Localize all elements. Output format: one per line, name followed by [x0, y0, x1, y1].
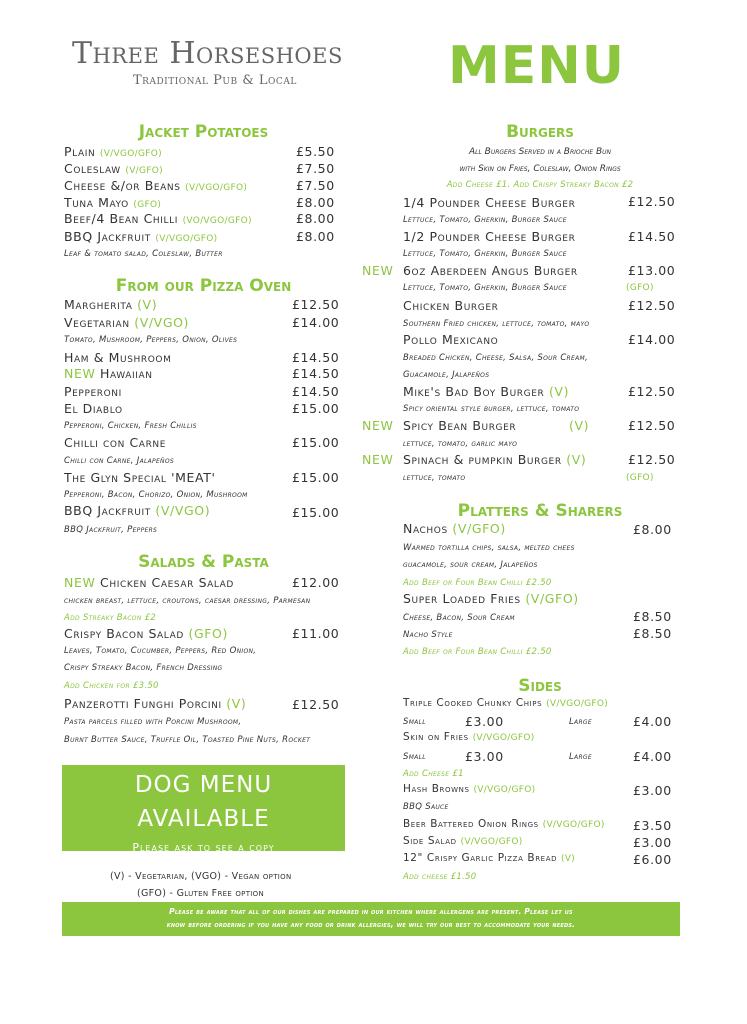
menu-item-name: BBQ Jackfruit (V/VGO): [64, 503, 211, 518]
menu-item-desc: Southern Fried chicken, lettuce, tomato, mayo: [403, 319, 590, 329]
burgers-intro1: All Burgers Served in a Brioche Bun: [468, 147, 612, 157]
menu-item-price: £15.00: [292, 435, 340, 450]
new-badge: NEW: [64, 575, 96, 590]
menu-item-price: £15.00: [292, 401, 340, 416]
allergen-notice: [62, 902, 680, 936]
menu-item-desc: Leaves, Tomato, Cucumber, Peppers, Red Onion,: [64, 646, 257, 656]
menu-item-desc: chicken breast, lettuce, croutons, caesar dressing, Parmesan: [64, 596, 311, 606]
menu-item-option: Nacho Style: [403, 630, 453, 640]
menu-item-desc: Pepperoni, Chicken, Fresh Chillis: [64, 421, 197, 431]
menu-item-price: £14.50: [292, 384, 340, 399]
menu-item-price: £12.50: [628, 384, 676, 399]
menu-item-price: £12.50: [628, 298, 676, 313]
menu-item-name: Ham & Mushroom: [64, 350, 172, 365]
menu-item-name: Triple Cooked Chunky Chips (V/VGO/GFO): [403, 697, 609, 709]
menu-item-name: Spicy Bean Burger: [403, 418, 517, 433]
burgers-intro2: with Skin on Fries, Coleslaw, Onion Rings: [459, 164, 621, 174]
menu-item-price: £15.00: [292, 505, 340, 520]
menu-item-name: Margherita (V): [64, 297, 158, 312]
brand-tagline: Traditional Pub & Local: [133, 73, 297, 88]
size-large-price: £4.00: [633, 714, 672, 729]
menu-item-desc: guacamole, sour cream, Jalapeños: [403, 560, 538, 570]
menu-item-price: £8.00: [296, 195, 335, 210]
burgers-intro-note: Add Cheese £1. Add Crispy Streaky Bacon £2: [446, 180, 634, 190]
menu-item-name: Beer Battered Onion Rings (V/VGO/GFO): [403, 818, 605, 830]
menu-item-price: £12.50: [628, 194, 676, 209]
size-large-label: Large: [569, 717, 592, 727]
menu-item-desc: BBQ Jackfruit, Peppers: [64, 525, 158, 535]
new-badge: NEW: [64, 366, 96, 381]
size-small-price: £3.00: [465, 714, 504, 729]
menu-item-desc: BBQ Sauce: [403, 802, 449, 812]
menu-item-price: £14.50: [292, 366, 340, 381]
menu-item-name: The Glyn Special 'MEAT': [64, 470, 216, 485]
menu-item-name: Side Salad (V/VGO/GFO): [403, 835, 523, 847]
menu-item-note: Add cheese £1.50: [403, 872, 477, 882]
menu-item-name: 1/4 Pounder Cheese Burger: [403, 195, 576, 210]
menu-item-price: £8.00: [296, 229, 335, 244]
menu-item-price: £12.00: [292, 575, 340, 590]
menu-item-desc: Burnt Butter Sauce, Truffle Oil, Toasted Pine Nuts, Rocket: [64, 735, 311, 745]
menu-item-desc: Lettuce, Tomato, Gherkin, Burger Sauce: [403, 215, 567, 225]
menu-item-price: £15.00: [292, 470, 340, 485]
menu-item-note: Add Cheese £1: [403, 769, 464, 779]
new-badge: NEW: [362, 263, 394, 278]
menu-item-price: £12.50: [628, 452, 676, 467]
menu-item-price: £3.50: [633, 818, 672, 833]
menu-item-option: Cheese, Bacon, Sour Cream: [403, 613, 515, 623]
menu-item-tag: (GFO): [626, 283, 654, 293]
size-small-price: £3.00: [465, 749, 504, 764]
menu-item-name: NEW Chicken Caesar Salad: [64, 575, 234, 590]
menu-item-price: £14.00: [628, 332, 676, 347]
brand-title: Three Horseshoes: [72, 36, 343, 71]
menu-item-desc: Pasta parcels filled with Porcini Mushroom,: [64, 717, 242, 727]
menu-item-note: Add Beef or Four Bean Chilli £2.50: [403, 647, 552, 657]
menu-item-name: Spinach & pumpkin Burger (V): [403, 452, 587, 467]
menu-item-name: El Diablo: [64, 401, 123, 416]
menu-item-name: Skin on Fries (V/VGO/GFO): [403, 731, 535, 743]
menu-item-desc: Lettuce, Tomato, Gherkin, Burger Sauce: [403, 249, 567, 259]
menu-item-name: Pepperoni: [64, 384, 122, 399]
size-large-price: £4.00: [633, 749, 672, 764]
menu-item-desc: Crispy Streaky Bacon, French Dressing: [64, 663, 223, 673]
menu-item-tag: (GFO): [626, 473, 654, 483]
legend-line2: (GFO) - Gluten Free option: [137, 888, 264, 899]
menu-item-price: £13.00: [628, 263, 676, 278]
menu-item-desc: Pepperoni, Bacon, Chorizo, Onion, Mushroom: [64, 490, 248, 500]
menu-item-name: 12" Crispy Garlic Pizza Bread (V): [403, 852, 576, 864]
dog-menu-line3: Please ask to see a copy: [132, 841, 275, 854]
size-large-label: Large: [569, 752, 592, 762]
menu-item-price: £5.50: [296, 144, 335, 159]
menu-item-note: Add Streaky Bacon £2: [64, 613, 157, 623]
section-title-burgers: Burgers: [506, 122, 574, 142]
menu-item-desc: Tomato, Mushroom, Peppers, Onion, Olives: [64, 335, 238, 345]
menu-item-name: Super Loaded Fries (V/GFO): [403, 591, 579, 606]
legend-line1: (V) - Vegetarian, (VGO) - Vegan option: [110, 871, 292, 882]
menu-item-price: £8.50: [633, 626, 672, 641]
menu-item-name: Cheese &/or Beans (V/VGO/GFO): [64, 178, 248, 193]
menu-item-name: Crispy Bacon Salad (GFO): [64, 626, 228, 641]
menu-item-name: Coleslaw (V/GFO): [64, 161, 163, 176]
menu-item-price: £3.00: [633, 783, 672, 798]
dog-menu-line2: AVAILABLE: [137, 806, 270, 832]
menu-item-desc: lettuce, tomato: [403, 473, 466, 483]
menu-item-name: BBQ Jackfruit (V/VGO/GFO): [64, 229, 218, 244]
menu-item-name: Nachos (V/GFO): [403, 521, 506, 536]
menu-item-desc: lettuce, tomato, garlic mayo: [403, 439, 518, 449]
menu-item-price: £7.50: [296, 161, 335, 176]
menu-item-desc: Leaf & tomato salad, Coleslaw, Butter: [64, 249, 223, 259]
dog-menu-banner: [62, 765, 345, 854]
menu-item-price: £14.00: [292, 315, 340, 330]
menu-item-desc: Lettuce, Tomato, Gherkin, Burger Sauce: [403, 283, 567, 293]
section-title-jacket: Jacket Potatoes: [138, 122, 269, 142]
menu-title: MENU: [448, 36, 626, 96]
menu-item-name: Mike's Bad Boy Burger (V): [403, 384, 570, 399]
menu-item-price: £12.50: [292, 297, 340, 312]
menu-item-price: £12.50: [628, 418, 676, 433]
menu-item-price: £8.00: [633, 522, 672, 537]
menu-item-price: £14.50: [628, 229, 676, 244]
menu-item-desc: Warmed tortilla chips, salsa, melted chees: [403, 543, 575, 553]
menu-item-name: Vegetarian (V/VGO): [64, 315, 190, 330]
section-title-salads: Salads & Pasta: [138, 552, 269, 572]
menu-item-price: £6.00: [633, 852, 672, 867]
menu-item-name: Beef/4 Bean Chilli (VO/VGO/GFO): [64, 211, 252, 226]
size-small-label: Small: [403, 717, 426, 727]
menu-item-name: Hash Browns (V/VGO/GFO): [403, 783, 536, 795]
menu-item-price: £14.50: [292, 350, 340, 365]
menu-item-price: £3.00: [633, 835, 672, 850]
menu-item-name: Tuna Mayo (GFO): [64, 195, 162, 210]
new-badge: NEW: [362, 418, 394, 433]
menu-item-name: Panzerotti Funghi Porcini (V): [64, 696, 247, 711]
menu-item-note: Add Beef or Four Bean Chilli £2.50: [403, 578, 552, 588]
section-title-sides: Sides: [518, 676, 562, 696]
menu-item-name: Pollo Mexicano: [403, 332, 499, 347]
size-small-label: Small: [403, 752, 426, 762]
dog-menu-line1: DOG MENU: [134, 772, 273, 798]
menu-item-price: £11.00: [292, 626, 340, 641]
section-title-platters: Platters & Sharers: [457, 501, 623, 521]
menu-item-note: Add Chicken for £3.50: [64, 681, 159, 691]
menu-item-desc: Breaded Chicken, Cheese, Salsa, Sour Cream,: [403, 353, 589, 363]
menu-item-name: 1/2 Pounder Cheese Burger: [403, 229, 576, 244]
new-badge: NEW: [362, 452, 394, 467]
menu-item-tag: (V): [569, 418, 590, 433]
menu-item-desc: Chilli con Carne, Jalapeños: [64, 456, 174, 466]
menu-item-desc: Guacamole, Jalapeños: [403, 370, 490, 380]
menu-item-price: £12.50: [292, 697, 340, 712]
section-title-pizza: From our Pizza Oven: [115, 276, 292, 296]
menu-item-name: Chicken Burger: [403, 298, 499, 313]
menu-item-price: £8.00: [296, 211, 335, 226]
menu-item-name: NEW Hawaiian: [64, 366, 153, 381]
menu-item-desc: Spicy oriental style burger, lettuce, tomato: [403, 404, 580, 414]
menu-item-name: Plain (V/VGO/GFO): [64, 144, 162, 159]
menu-item-name: 6oz Aberdeen Angus Burger: [403, 263, 578, 278]
menu-item-price: £8.50: [633, 609, 672, 624]
allergen-notice-line1: Please be aware that all of our dishes are prepared in our kitchen where allergens are present. Please let us: [169, 907, 573, 916]
menu-item-name: Chilli con Carne: [64, 435, 167, 450]
allergen-notice-line2: know before ordering if you have any food or drink allergies, we will try our best to accommodate your needs.: [166, 920, 576, 929]
menu-item-price: £7.50: [296, 178, 335, 193]
